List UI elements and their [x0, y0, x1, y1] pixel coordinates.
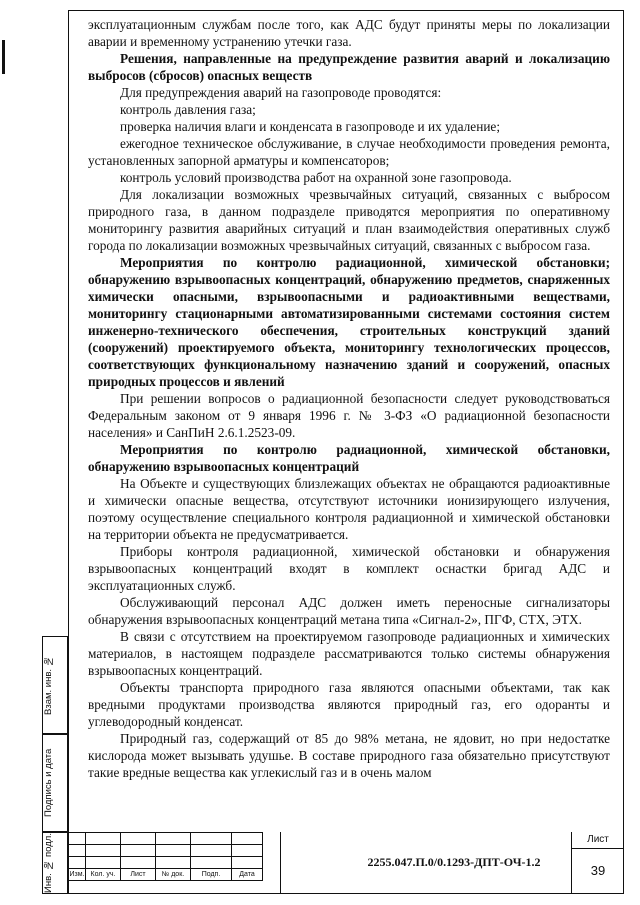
col-data: Дата — [232, 869, 263, 881]
document-number: 2255.047.П.0/0.1293-ДПТ-ОЧ-1.2 — [280, 832, 627, 893]
list-item: проверка наличия влаги и конденсата в газопроводе и их удаление; — [120, 119, 501, 134]
col-doc: № док. — [156, 869, 191, 881]
col-kol-uch: Кол. уч. — [86, 869, 121, 881]
edge-mark — [2, 40, 5, 74]
paragraph: Природный газ, содержащий от 85 до 98% метана, не ядовит, но при недостатке кислорода может вызывать удушье. В составе природного газа обязательно присутствуют такие вредные вещества как углекислый газ и в очень малом — [88, 731, 610, 780]
sheet-box — [571, 832, 624, 893]
sheet-number: 39 — [590, 863, 606, 878]
section-heading: Мероприятия по контролю радиационной, химической обстановки; обнаружению взрывоопасных концентраций, обнаружению предметов, снаряженных химически опасными, взрывоопасными и радиоактивными веществами, мониторингу стационарными автоматизированными системами состояния систем инженерно-технического обеспечения, строительных конструкций зданий (сооружений) проектируемого объекта, мониторингу технологических процессов, соответствующих функциональному назначению зданий и сооружений, опасных природных процессов и явлений — [88, 255, 610, 389]
paragraph: Приборы контроля радиационной, химической обстановки и обнаружения взрывоопасных концентраций входят в комплект оснастки бригад АДС и эксплуатационных служб. — [88, 544, 610, 593]
col-izm: Изм. — [69, 869, 86, 881]
revision-table — [68, 832, 263, 881]
side-label-inv: Инв. № подл. — [43, 833, 54, 893]
paragraph: эксплуатационным службам после того, как АДС будут приняты меры по локализации аварии и временному устранению утечки газа. — [88, 17, 610, 49]
paragraph: В связи с отсутствием на проектируемом газопроводе радиационных и химических материалов, в настоящем подразделе рассматриваются только системы обнаружения взрывоопасных концентраций. — [88, 629, 610, 678]
title-block — [68, 832, 624, 894]
section-heading: Мероприятия по контролю радиационной, химической обстановки, обнаружению взрывоопасных концентраций — [88, 442, 610, 474]
col-podp: Подп. — [191, 869, 232, 881]
paragraph: Объекты транспорта природного газа являются опасными объектами, так как вредными продуктами производства являются природный газ, его одоранты и углеводородный конденсат. — [88, 680, 610, 729]
sheet-label: Лист — [572, 832, 624, 849]
document-body — [88, 16, 610, 781]
section-heading: Решения, направленные на предупреждение развития аварий и локализацию выбросов (сбросов) опасных веществ — [88, 51, 610, 83]
paragraph: При решении вопросов о радиационной безопасности следует руководствоваться Федеральным законом от 9 января 1996 г. № 3-ФЗ «О радиационной безопасности населения» и СанПиН 2.6.1.2523-09. — [88, 391, 610, 440]
paragraph: Для локализации возможных чрезвычайных ситуаций, связанных с выбросом природного газа, в данном подразделе приводятся мероприятия по оперативному мониторингу развития аварийных ситуаций и план взаимодействия оперативных служб города по локализации возможных чрезвычайных ситуаций, связанных с выбросом газа. — [88, 187, 610, 253]
paragraph: Обслуживающий персонал АДС должен иметь переносные сигнализаторы обнаружения взрывоопасных концентраций метана типа «Сигнал-2», ПГФ, СТХ, ЭТХ. — [88, 595, 610, 627]
list-item: контроль давления газа; — [120, 102, 256, 117]
list-item: ежегодное техническое обслуживание, в случае необходимости проведения ремонта, установленных запорной арматуры и компенсаторов; — [88, 136, 610, 168]
side-label-podpis: Подпись и дата — [43, 748, 54, 818]
paragraph: Для предупреждения аварий на газопроводе проводятся: — [120, 85, 442, 100]
side-label-vzam: Взам. инв. № — [43, 655, 54, 715]
col-list: Лист — [121, 869, 156, 881]
list-item: контроль условий производства работ на охранной зоне газопровода. — [120, 170, 512, 185]
paragraph: На Объекте и существующих близлежащих объектах не обращаются радиоактивные и химически опасные вещества, отсутствуют источники ионизирующего излучения, поэтому осуществление специального контроля радиационной и химической обстановки на территории объекта не предусматривается. — [88, 476, 610, 542]
